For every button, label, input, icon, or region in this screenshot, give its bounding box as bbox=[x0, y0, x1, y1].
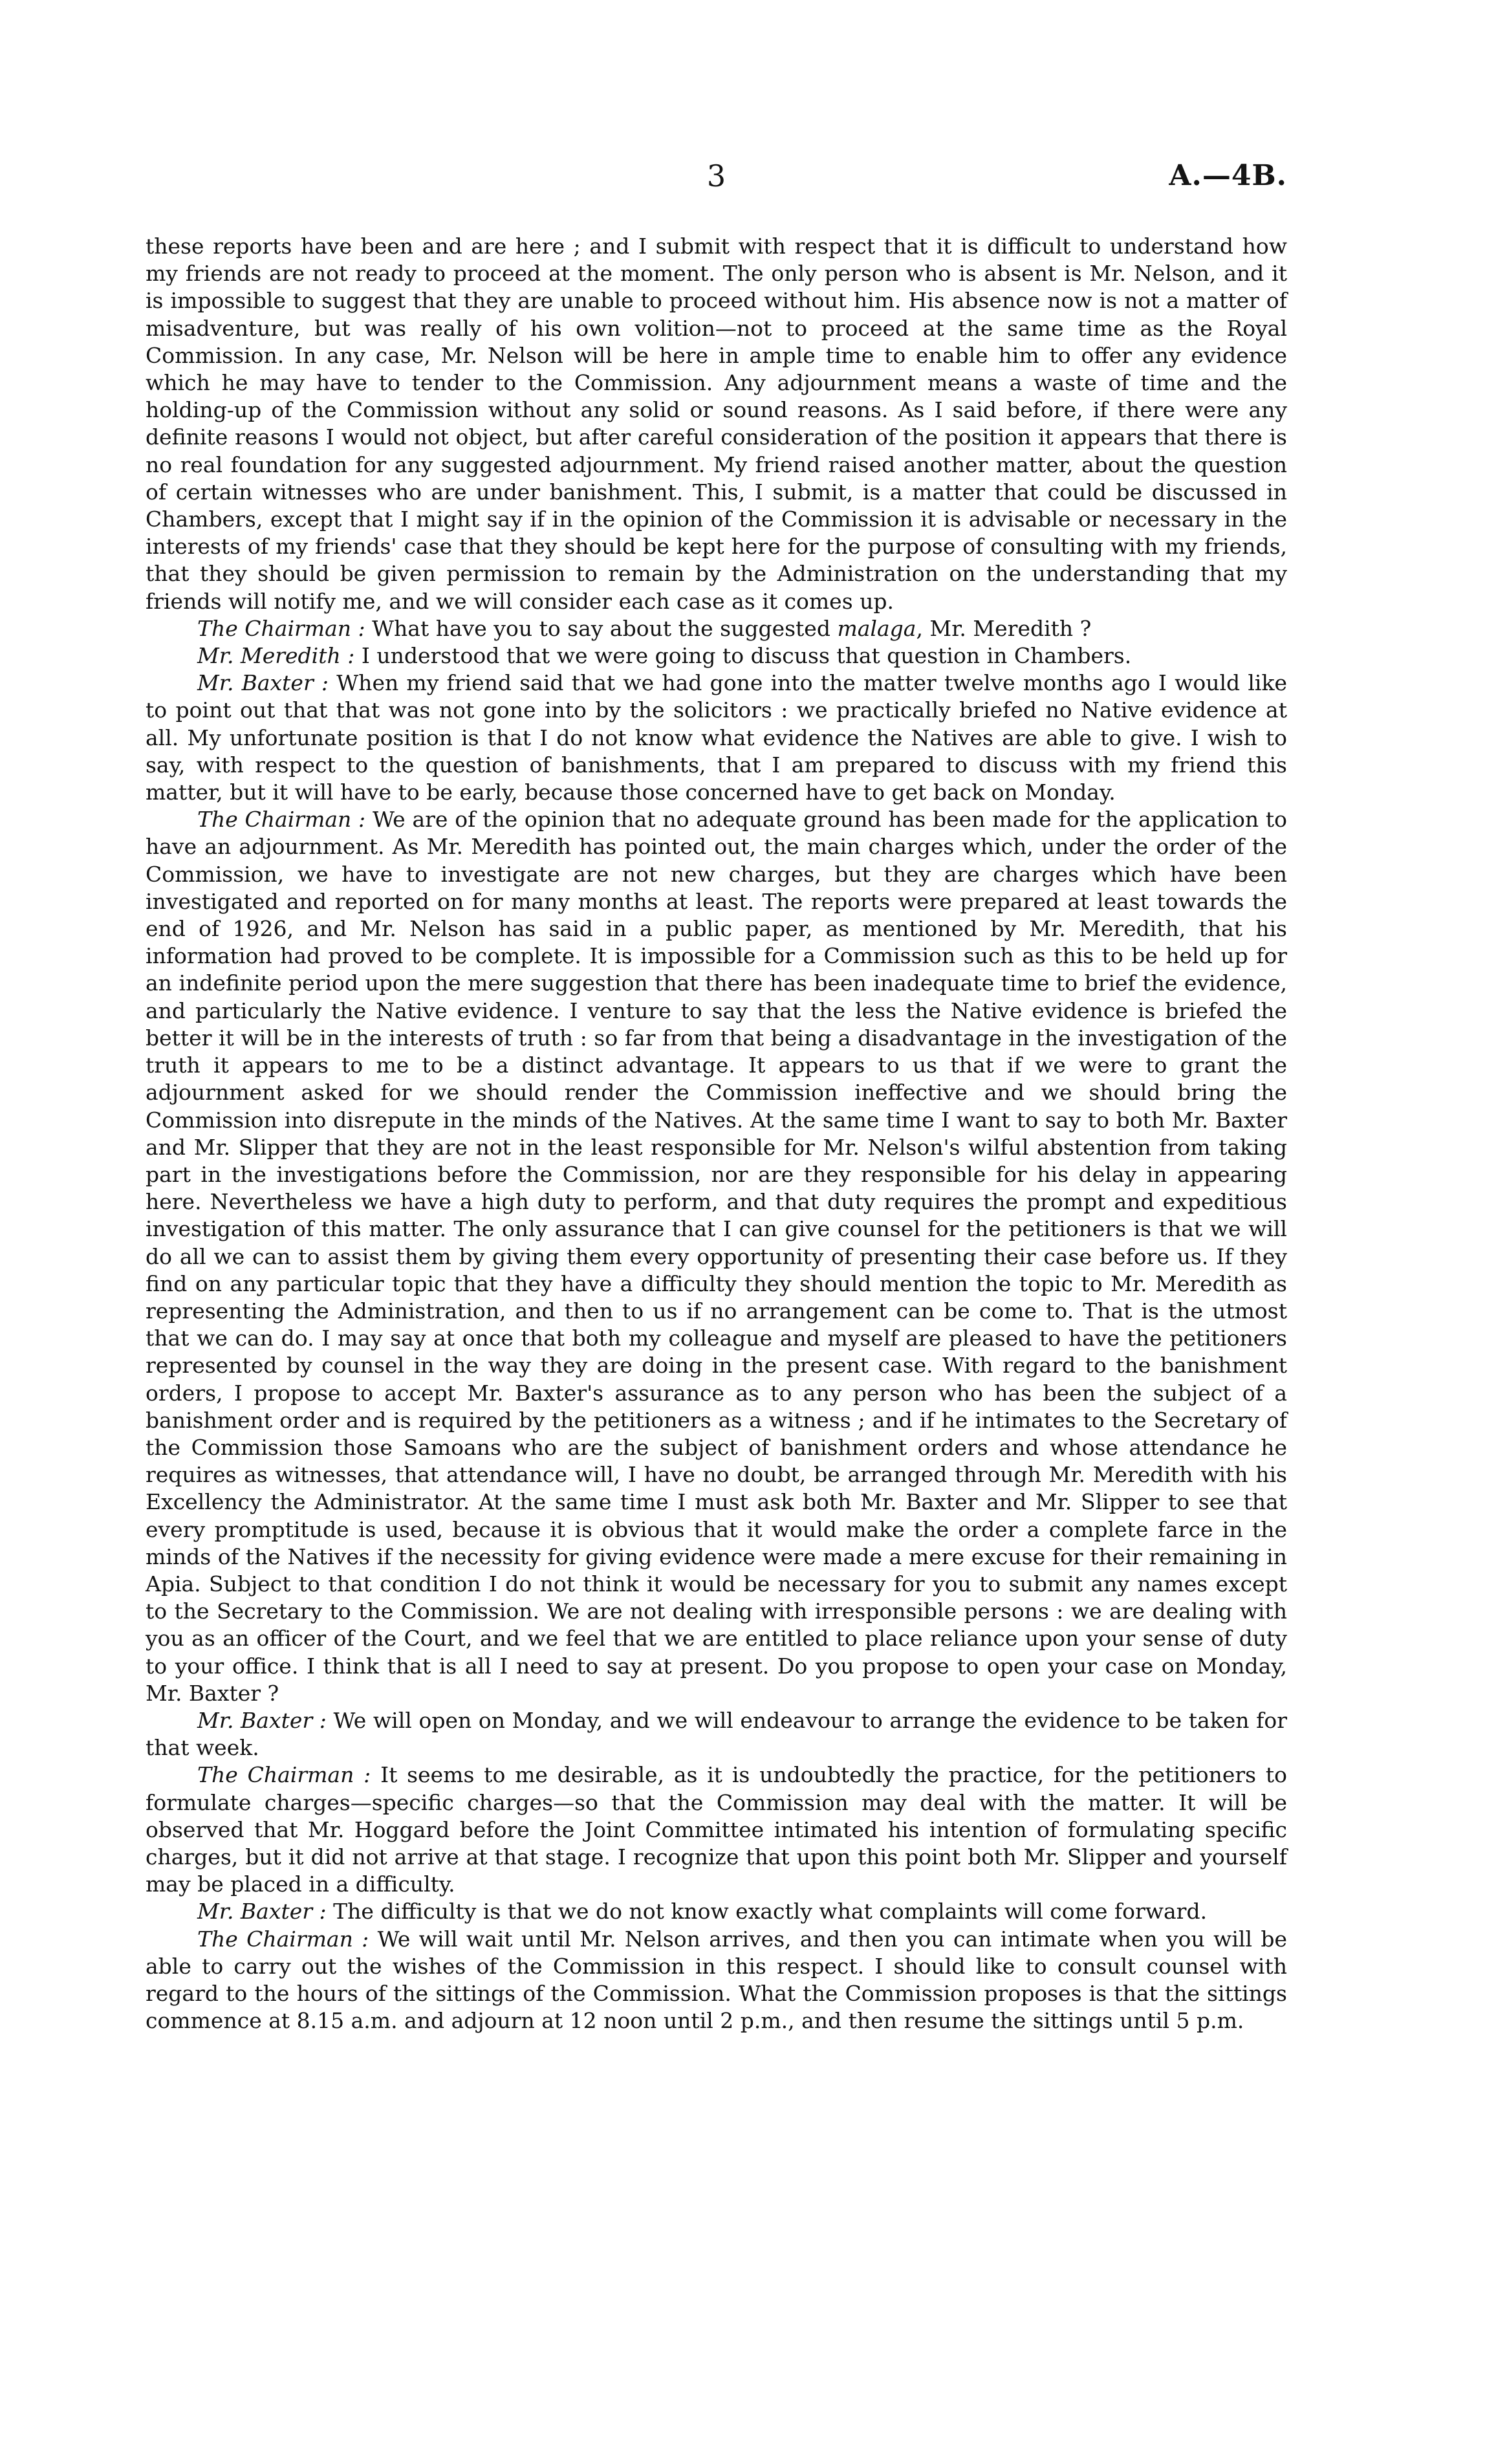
paragraph-baxter bbox=[146, 1898, 1287, 1925]
paragraph-chairman-sittings bbox=[146, 1926, 1287, 2035]
speaker-label: The Chairman : bbox=[197, 807, 366, 833]
page-number: 3 bbox=[706, 158, 726, 193]
paragraph-text: We will wait until Mr. Nelson arrives, and then you can intimate when you will be able to carry out the wishes of the Commission in this respect. I should like to consult counsel with regard to the hours of the sittings of the Commission. What the Commission proposes is that the sittings commence at 8.15 a.m. and adjourn at 12 noon until 2 p.m., and then resume the sittings until 5 p.m. bbox=[146, 1926, 1287, 2034]
paragraph-text: I understood that we were going to discuss that question in Chambers. bbox=[361, 643, 1132, 669]
paragraph-chairman-malaga bbox=[146, 615, 1287, 642]
paragraph-text: When my friend said that we had gone into the matter twelve months ago I would like to point out that that was not gone into by the solicitors : we practically briefed no Native evidence at all. My unfortunate position is that I do not know what evidence the Natives are able to give. I wish to say, with respect to the question of banishments, that I am prepared to discuss with my friend this matter, but it will have to be early, because those concerned have to get back on Monday. bbox=[146, 670, 1287, 805]
speaker-label: Mr. Baxter : bbox=[197, 1899, 327, 1924]
speaker-label: Mr. Meredith : bbox=[197, 643, 355, 669]
paragraph-text: , Mr. Meredith ? bbox=[916, 615, 1092, 641]
paragraph-text: What have you to say about the suggested bbox=[372, 615, 830, 641]
paragraph-text: It seems to me desirable, as it is undoubtedly the practice, for the petitioners to formulate charges—specific charges—so that the Commission may deal with the matter. It will be observed that Mr. Hoggard before the Joint Committee intimated his intention of formulating specific charges, but it did not arrive at that stage. I recognize that upon this point both Mr. Slipper and yourself may be placed in a difficulty. bbox=[146, 1762, 1288, 1897]
paragraph-baxter bbox=[146, 670, 1287, 806]
paragraph-text: We are of the opinion that no adequate ground has been made for the application to have an adjournment. As Mr. Meredith has pointed out, the main charges which, under the order of the Commission, we have to investigate are not new charges, but they are charges which have been investigated and reported on for many months at least. The reports were prepared at least towards the end of 1926, and Mr. Nelson has said in a public paper, as mentioned by Mr. Meredith, that his information had proved to be complete. It is impossible for a Commission such as this to be held up for an indefinite period upon the mere suggestion that there has been inadequate time to brief the evidence, and particularly the Native evidence. I venture to say that the less the Native evidence is briefed the better it will be in the interests of truth : so far from that being a disadvantage in the investigation of the truth it appears to me to be a distinct advantage. It appears to us that if we were to grant the adjournment asked for we should render the Commission ineffective and we should bring the Commission into disrepute in the minds of the Natives. At the same time I want to say to both Mr. Baxter and Mr. Slipper that they are not in the least responsible for Mr. Nelson's wilful abstention from taking part in the investigations before the Commission, nor are they responsible for his delay in appearing here. Nevertheless we have a high duty to perform, and that duty requires the prompt and expeditious investigation of this matter. The only assurance that I can give counsel for the petitioners is that we will do all we can to assist them by giving them every opportunity of presenting their case before us. If they find on any particular topic that they have a difficulty they should mention the topic to Mr. Meredith as representing the Administration, and then to us if no arrangement can be come to. That is the utmost that we can do. I may say at once that both my colleague and myself are pleased to have the petitioners represented by counsel in the way they are doing in the present case. With regard to the banishment orders, I propose to accept Mr. Baxter's assurance as to any person who has been the subject of a banishment order and is required by the petitioners as a witness ; and if he intimates to the Secretary of the Commission those Samoans who are the subject of banishment orders and whose attendance he requires as witnesses, that attendance will, I have no doubt, be arranged through Mr. Meredith with his Excellency the Administrator. At the same time I must ask both Mr. Baxter and Mr. Slipper to see that every promptitude is used, because it is obvious that it would make the order a complete farce in the minds of the Natives if the necessity for giving evidence were made a mere excuse for their remaining in Apia. Subject to that condition I do not think it would be necessary for you to submit any names except to the Secretary to the Commission. We are not dealing with irresponsible persons : we are dealing with you as an officer of the Court, and we feel that we are entitled to place reliance upon your sense of duty to your office. I think that is all I need to say at present. Do you propose to open your case on Monday, Mr. Baxter ? bbox=[146, 807, 1287, 1706]
speaker-label: The Chairman : bbox=[197, 1926, 369, 1952]
speaker-label: The Chairman : bbox=[197, 615, 365, 641]
document-reference: A.—4B. bbox=[1169, 159, 1287, 192]
speaker-label: Mr. Baxter : bbox=[197, 1707, 327, 1733]
speaker-label: The Chairman : bbox=[197, 1762, 371, 1788]
document-body bbox=[146, 233, 1287, 2034]
paragraph-meredith bbox=[146, 642, 1287, 670]
paragraph-text: We will open on Monday, and we will endeavour to arrange the evidence to be taken for that week. bbox=[146, 1707, 1287, 1761]
paragraph-chairman-ruling bbox=[146, 806, 1287, 1707]
paragraph-text: The difficulty is that we do not know exactly what complaints will come forward. bbox=[333, 1899, 1208, 1924]
speaker-label: Mr. Baxter : bbox=[197, 670, 329, 696]
page-header bbox=[146, 150, 1287, 202]
paragraph-continuation bbox=[146, 233, 1287, 615]
paragraph-chairman-charges bbox=[146, 1761, 1287, 1898]
paragraph-text: these reports have been and are here ; and I submit with respect that it is difficult to understand how my friends are not ready to proceed at the moment. The only person who is absent is Mr. Nelson, and it is impossible to suggest that they are unable to proceed without him. His absence now is not a matter of misadventure, but was really of his own volition—not to proceed at the same time as the Royal Commission. In any case, Mr. Nelson will be here in ample time to enable him to offer any evidence which he may have to tender to the Commission. Any adjournment means a waste of time and the holding-up of the Commission without any solid or sound reasons. As I said before, if there were any definite reasons I would not object, but after careful consideration of the position it appears that there is no real foundation for any suggested adjournment. My friend raised another matter, about the question of certain witnesses who are under banishment. This, I submit, is a matter that could be discussed in Chambers, except that I might say if in the opinion of the Commission it is advisable or necessary in the interests of my friends' case that they should be kept here for the purpose of consulting with my friends, that they should be given permission to remain by the Administration on the understanding that my friends will notify me, and we will consider each case as it comes up. bbox=[146, 234, 1287, 614]
paragraph-baxter bbox=[146, 1707, 1287, 1761]
italic-term: malaga bbox=[837, 615, 916, 641]
